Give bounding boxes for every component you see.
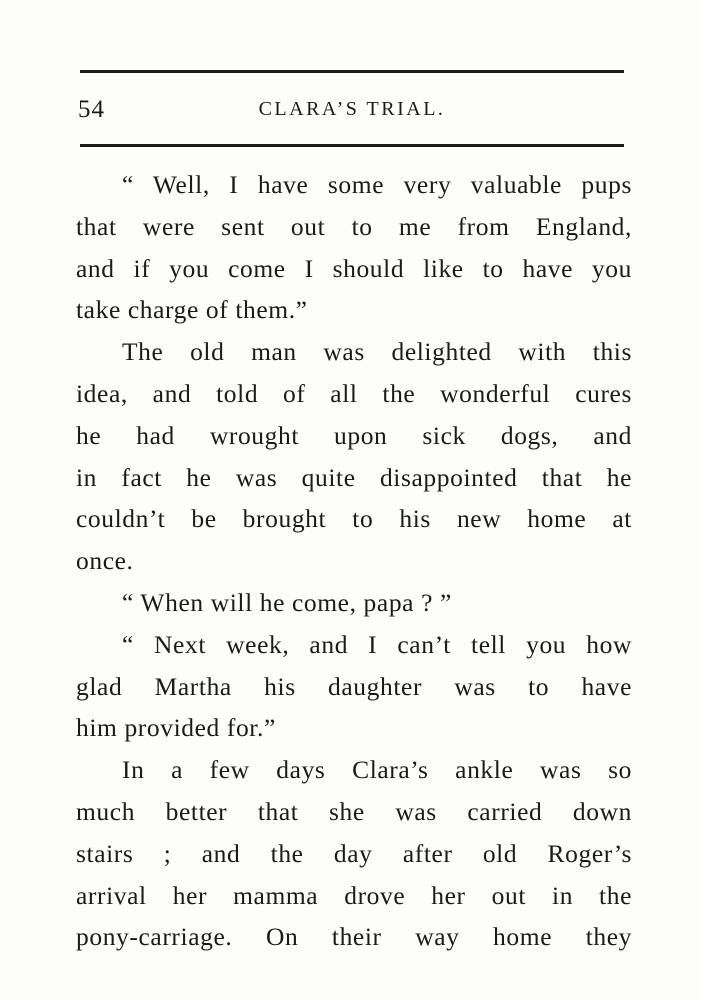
body-text [76,164,632,958]
text-line: take charge of them.” [76,295,308,325]
text-line: The old man was delighted with this [122,337,632,367]
text-line: idea, and told of all the wonderful cures [76,378,632,408]
text-line: “ Next week, and I can’t tell you how [122,629,632,659]
running-header [78,96,626,132]
text-line: much better that she was carried down [76,796,632,826]
text-line: once. [76,546,134,576]
running-title: CLARA’S TRIAL. [258,98,446,120]
text-line: “ Well, I have some very valuable pups [122,170,632,199]
text-line: stairs ; and the day after old Roger’s [76,838,632,868]
text-line: In a few days Clara’s ankle was so [122,755,632,785]
header-rule-bottom [80,144,624,147]
header-rule-top [80,70,624,73]
text-line: he had wrought upon sick dogs, and [76,420,632,450]
text-line: glad Martha his daughter was to have [76,671,632,701]
text-line: pony-carriage. On their way home they [76,922,632,952]
text-line: and if you come I should like to have you [76,253,632,283]
page-number: 54 [78,96,105,123]
text-line: couldn’t be brought to his new home at [76,504,632,534]
text-line: “ When will he come, papa ? ” [122,587,452,617]
text-line: that were sent out to me from England, [76,211,632,241]
text-line: in fact he was quite disappointed that he [76,462,632,492]
text-line: him provided for.” [76,713,276,743]
text-line: arrival her mamma drove her out in the [76,880,632,910]
